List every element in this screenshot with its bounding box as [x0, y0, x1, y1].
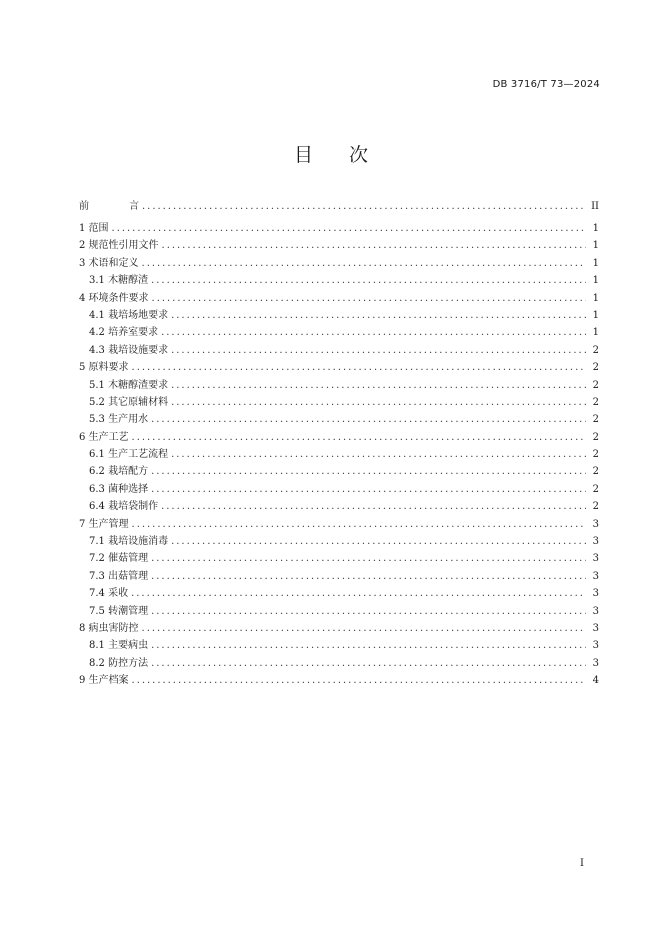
toc-dot-leader	[151, 655, 586, 672]
toc-entry[interactable]	[79, 342, 599, 359]
toc-entry[interactable]	[79, 377, 599, 394]
toc-entry-label: 3.1 木糖醇渣	[89, 275, 149, 287]
toc-dot-leader	[171, 533, 586, 550]
toc-dot-leader	[171, 377, 586, 394]
toc-entry-label: 7.3 出菇管理	[89, 570, 149, 582]
toc-entry-page: 2	[592, 344, 599, 356]
toc-entry[interactable]	[79, 446, 599, 463]
toc-entry-page: 1	[592, 292, 599, 304]
toc-entry-label: 4.3 栽培设施要求	[89, 344, 169, 356]
toc-entry-page: 2	[592, 379, 599, 391]
toc-entry-label: 1 范围	[79, 222, 109, 234]
table-of-contents	[79, 198, 599, 690]
toc-dot-leader	[142, 198, 586, 215]
toc-entry-page: 3	[592, 536, 599, 548]
toc-entry-page: 3	[592, 605, 599, 617]
toc-entry-label: 6.1 生产工艺流程	[89, 449, 169, 461]
toc-entry[interactable]	[79, 637, 599, 654]
toc-dot-leader	[132, 672, 586, 689]
toc-dot-leader	[151, 603, 586, 620]
toc-entry[interactable]	[79, 198, 599, 215]
toc-dot-leader	[142, 620, 586, 637]
toc-entry[interactable]	[79, 533, 599, 550]
toc-dot-leader	[161, 498, 586, 515]
toc-entry-label: 4.2 培养室要求	[89, 327, 159, 339]
toc-entry-label: 4 环境条件要求	[79, 292, 149, 304]
toc-entry-label: 6 生产工艺	[79, 431, 129, 443]
toc-entry[interactable]	[79, 411, 599, 428]
toc-entry-page: 1	[592, 257, 599, 269]
toc-entry-page: 2	[592, 466, 599, 478]
toc-entry-page: 3	[592, 518, 599, 530]
toc-dot-leader	[161, 324, 586, 341]
toc-entry[interactable]	[79, 237, 599, 254]
toc-entry-page: II	[591, 201, 599, 212]
toc-entry[interactable]	[79, 516, 599, 533]
toc-entry-page: 2	[592, 414, 599, 426]
toc-entry-label: 6.2 栽培配方	[89, 466, 149, 478]
toc-entry-label: 5.1 木糖醇渣要求	[89, 379, 169, 391]
toc-entry-page: 2	[592, 501, 599, 513]
toc-entry-label: 9 生产档案	[79, 675, 129, 687]
toc-entry-page: 1	[592, 327, 599, 339]
toc-entry-label-part: 前	[79, 201, 89, 212]
toc-entry-label: 4.1 栽培场地要求	[89, 309, 169, 321]
toc-entry-label: 7.5 转潮管理	[89, 605, 149, 617]
toc-entry-label-part: 言	[129, 201, 139, 212]
toc-entry-label: 6.4 栽培袋制作	[89, 501, 159, 513]
toc-entry-page: 1	[592, 240, 599, 252]
toc-entry-label: 7.2 催菇管理	[89, 553, 149, 565]
toc-dot-leader	[151, 568, 586, 585]
toc-entry-label: 5.2 其它原辅材料	[89, 396, 169, 408]
toc-entry[interactable]	[79, 550, 599, 567]
toc-entry[interactable]	[79, 498, 599, 515]
toc-dot-leader	[131, 585, 586, 602]
toc-entry[interactable]	[79, 290, 599, 307]
toc-entry-page: 3	[592, 640, 599, 652]
toc-entry-page: 3	[592, 622, 599, 634]
toc-entry-page: 2	[592, 396, 599, 408]
toc-entry-page: 1	[592, 222, 599, 234]
toc-entry[interactable]	[79, 429, 599, 446]
toc-dot-leader	[132, 429, 586, 446]
toc-dot-leader	[112, 220, 586, 237]
toc-entry-page: 3	[592, 657, 599, 669]
page-number: I	[580, 858, 584, 869]
toc-dot-leader	[132, 359, 586, 376]
toc-entry[interactable]	[79, 307, 599, 324]
toc-entry[interactable]	[79, 481, 599, 498]
toc-entry[interactable]	[79, 255, 599, 272]
toc-dot-leader	[171, 342, 586, 359]
toc-entry-page: 2	[592, 483, 599, 495]
toc-entry[interactable]	[79, 603, 599, 620]
toc-entry-page: 2	[592, 362, 599, 374]
toc-dot-leader	[152, 290, 586, 307]
toc-entry-label: 6.3 菌种选择	[89, 483, 149, 495]
toc-entry-label: 5 原料要求	[79, 362, 129, 374]
toc-entry-label: 8.2 防控方法	[89, 657, 149, 669]
toc-entry-page: 3	[592, 553, 599, 565]
toc-entry[interactable]	[79, 359, 599, 376]
title-char-1: 目	[293, 144, 313, 166]
toc-dot-leader	[132, 516, 586, 533]
toc-entry-page: 3	[592, 570, 599, 582]
toc-dot-leader	[151, 272, 586, 289]
toc-dot-leader	[151, 411, 586, 428]
toc-dot-leader	[142, 255, 586, 272]
toc-dot-leader	[151, 463, 586, 480]
toc-entry-label: 7 生产管理	[79, 518, 129, 530]
toc-entry-page: 2	[592, 449, 599, 461]
toc-entry[interactable]	[79, 394, 599, 411]
toc-dot-leader	[151, 637, 586, 654]
toc-entry[interactable]	[79, 672, 599, 689]
toc-entry[interactable]	[79, 220, 599, 237]
toc-dot-leader	[171, 446, 586, 463]
toc-entry-label: 7.1 栽培设施消毒	[89, 536, 169, 548]
toc-dot-leader	[162, 237, 586, 254]
toc-entry[interactable]	[79, 568, 599, 585]
toc-entry[interactable]	[79, 655, 599, 672]
toc-entry-page: 1	[592, 275, 599, 287]
page-title	[0, 140, 662, 167]
toc-entry[interactable]	[79, 620, 599, 637]
toc-entry-label: 8 病虫害防控	[79, 622, 139, 634]
toc-entry-page: 1	[592, 309, 599, 321]
toc-entry-label: 3 术语和定义	[79, 257, 139, 269]
toc-dot-leader	[171, 394, 586, 411]
toc-dot-leader	[151, 550, 586, 567]
title-char-2: 次	[349, 144, 369, 166]
toc-dot-leader	[151, 481, 586, 498]
toc-entry[interactable]	[79, 463, 599, 480]
toc-entry-page: 4	[592, 675, 599, 687]
toc-dot-leader	[171, 307, 586, 324]
toc-entry[interactable]	[79, 585, 599, 602]
toc-entry-page: 2	[592, 431, 599, 443]
document-code: DB 3716/T 73—2024	[492, 79, 600, 90]
toc-entry-page: 3	[592, 588, 599, 600]
toc-entry-label	[79, 198, 139, 215]
toc-entry-label: 5.3 生产用水	[89, 414, 149, 426]
toc-entry-label: 7.4 采收	[89, 588, 129, 600]
toc-entry[interactable]	[79, 324, 599, 341]
toc-entry-label: 8.1 主要病虫	[89, 640, 149, 652]
toc-entry[interactable]	[79, 272, 599, 289]
toc-entry-label: 2 规范性引用文件	[79, 240, 159, 252]
